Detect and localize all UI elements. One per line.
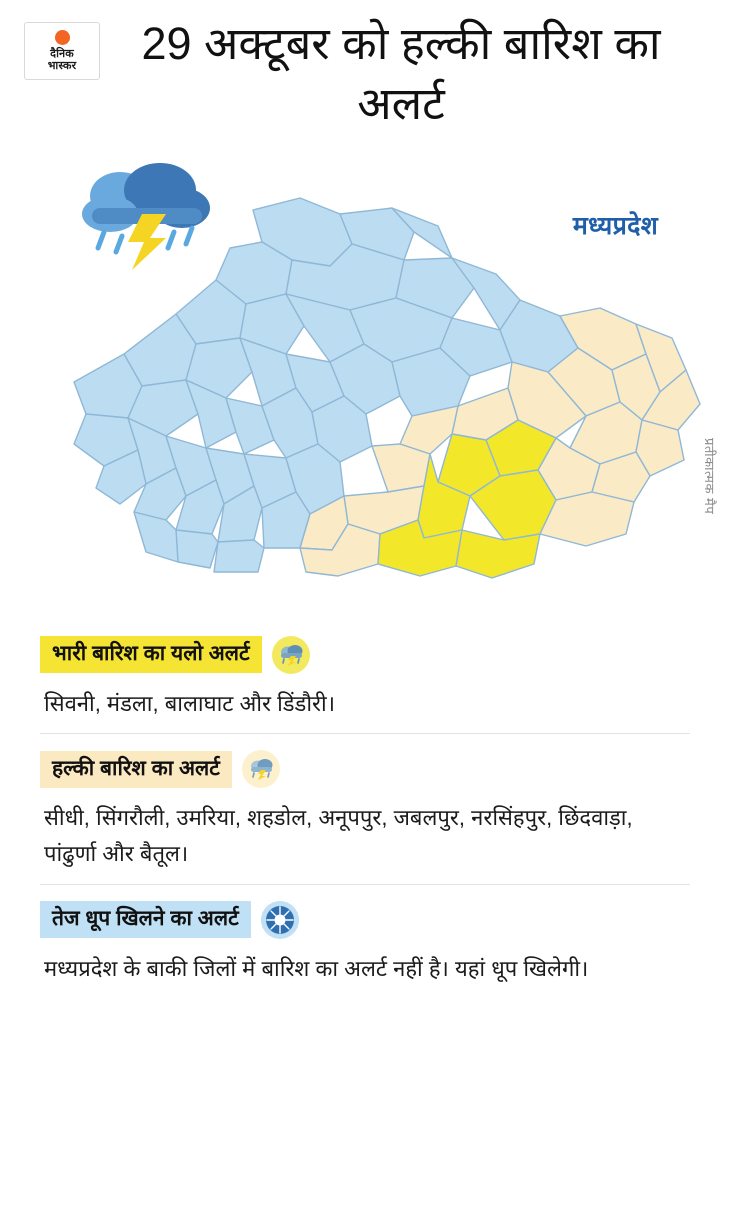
alert-heading-heavy-rain xyxy=(40,636,310,674)
sun-icon xyxy=(261,901,299,939)
brand-logo-dot xyxy=(55,30,70,45)
alerts-list xyxy=(0,628,730,999)
brand-name-line1: दैनिक xyxy=(50,47,74,60)
alert-districts-sunny: मध्यप्रदेश के बाकी जिलों में बारिश का अलर्ट नहीं है। यहां धूप खिलेगी। xyxy=(44,955,589,981)
alert-chip-light-rain: हल्की बारिश का अलर्ट xyxy=(40,751,232,788)
state-label: मध्यप्रदेश xyxy=(572,211,658,240)
alert-chip-heavy-rain: भारी बारिश का यलो अलर्ट xyxy=(40,636,262,673)
light-rain-cloud-icon xyxy=(242,750,280,788)
alert-chip-sunny: तेज धूप खिलने का अलर्ट xyxy=(40,901,251,938)
map-credit: प्रतीकात्मक मैप xyxy=(702,437,717,514)
map-container xyxy=(0,148,730,628)
brand-name xyxy=(48,48,77,73)
alert-block-sunny xyxy=(40,884,690,999)
alert-districts-light-rain: सीधी, सिंगरौली, उमरिया, शहडोल, अनूपपुर, जबलपुर, नरसिंहपुर, छिंदवाड़ा, पांढुर्णा और बैतूल। xyxy=(44,805,633,866)
alert-heading-light-rain xyxy=(40,750,280,788)
rain-cloud-icon xyxy=(272,636,310,674)
brand-name-line2: भास्कर xyxy=(47,60,77,72)
brand-logo xyxy=(24,22,100,80)
page-title: 29 अक्टूबर को हल्की बारिश का अलर्ट xyxy=(141,18,661,129)
alert-heading-sunny xyxy=(40,901,299,939)
alert-block-light-rain xyxy=(40,733,690,883)
page-header xyxy=(0,0,730,134)
alert-block-heavy-rain xyxy=(40,636,690,734)
thunderstorm-cloud-icon xyxy=(70,156,225,276)
alert-districts-heavy-rain: सिवनी, मंडला, बालाघाट और डिंडौरी। xyxy=(44,690,336,716)
